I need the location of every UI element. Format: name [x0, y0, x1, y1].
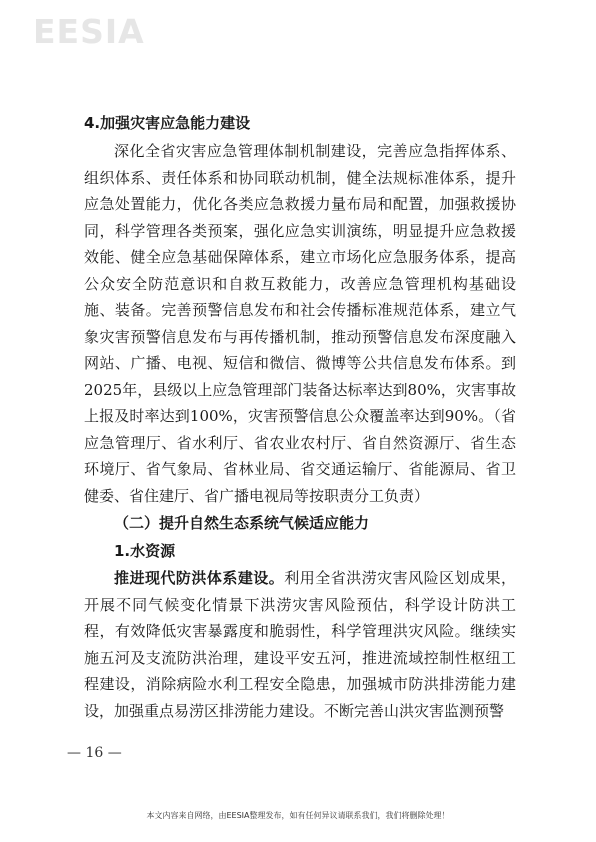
- paragraph-flood-control: [84, 565, 516, 724]
- page-number: — 16 —: [67, 745, 122, 761]
- subsection-heading: （二）提升自然生态系统气候适应能力: [114, 514, 370, 532]
- footer-disclaimer: 本文内容来自网络，由EESIA整理发布，如有任何异议请联系我们，我们将删除处理！: [146, 811, 450, 820]
- paragraph-lead-sentence: 推进现代防洪体系建设。: [114, 569, 285, 587]
- section-heading: 4.加强灾害应急能力建设: [84, 114, 251, 132]
- document-body: [84, 108, 516, 724]
- paragraph-emergency-capacity: 深化全省灾害应急管理体制机制建设，完善应急指挥体系、组织体系、责任体系和协同联动机制，健全法规标准体系，提升应急处置能力，优化各类应急救援力量布局和配置，加强救援协同，科学管理各类预案，强化应急实训演练，明显提升应急救援效能、健全应急基础保障体系，建立市场化应急服务体系，提高公众安全防范意识和自救互救能力，改善应急管理机构基础设施、装备。完善预警信息发布和社会传播标准规范体系，建立气象灾害预警信息发布与再传播机制，推动预警信息发布深度融入网站、广播、电视、短信和微信、微博等公共信息发布体系。到2025年，县级以上应急管理部门装备达标率达到80%，灾害事故上报及时率达到100%，灾害预警信息公众覆盖率达到90%。（省应急管理厅、省水利厅、省农业农村厅、省自然资源厅、省生态环境厅、省气象局、省林业局、省交通运输厅、省能源局、省卫健委、省住建厅、省广播电视局等按职责分工负责）: [84, 142, 516, 505]
- eesia-logo: EESIA: [33, 12, 145, 51]
- paragraph-body-text: 利用全省洪涝灾害风险区划成果，开展不同气候变化情景下洪涝灾害风险预估，科学设计防洪工程，有效降低灾害暴露度和脆弱性，科学管理洪灾风险。继续实施五河及支流防洪治理，建设平安五河，推进流域控制性枢纽工程建设，消除病险水利工程安全隐患，加强城市防洪排涝能力建设，加强重点易涝区排涝能力建设。不断完善山洪灾害监测预警: [84, 569, 516, 720]
- subheading-water-resources: 1.水资源: [114, 542, 176, 560]
